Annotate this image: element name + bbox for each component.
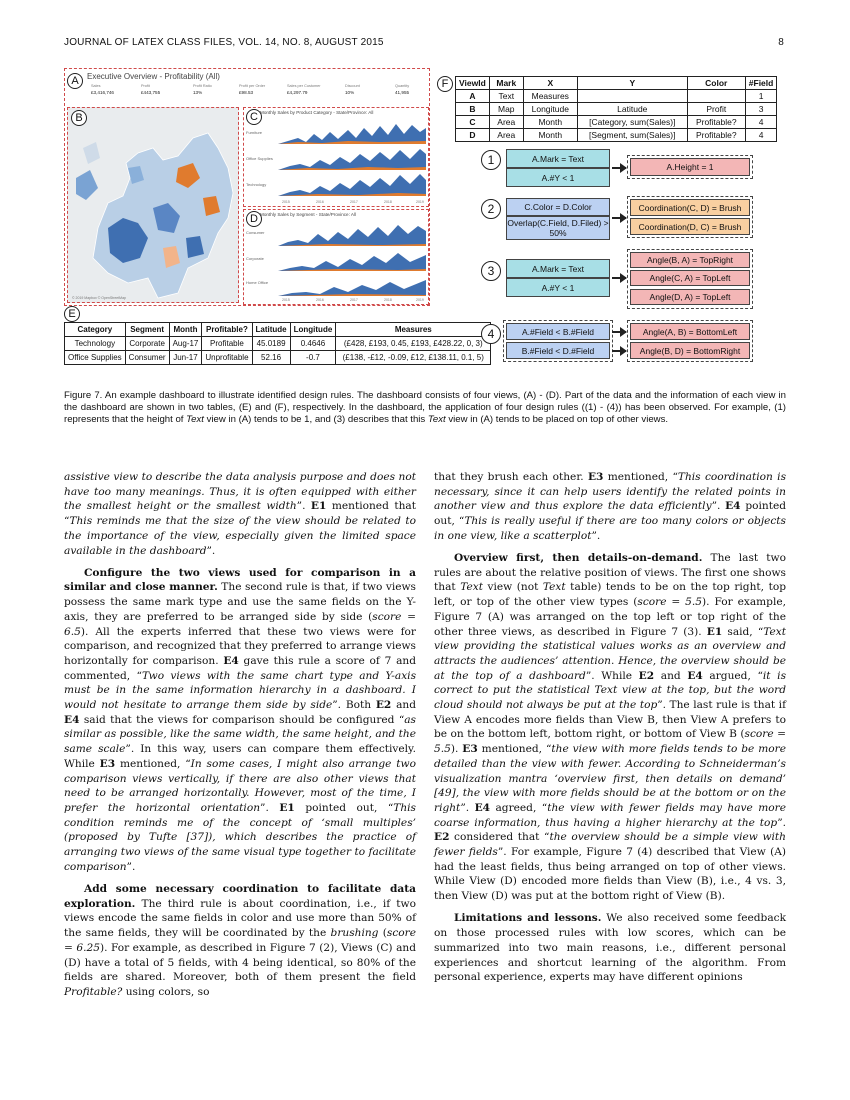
rule-arrow xyxy=(612,217,626,219)
paragraph: Limitations and lessons. We also received some feedback on those processed rules with low scores, which can be summarized into two main reasons, i.e., different personal experiences and shortcut learning of the algorithm. From personal experience, experts may have different opinions xyxy=(434,912,786,984)
table-cell: (£138, -£12, -0.09, £12, £138.11, 0.1, 5) xyxy=(336,351,491,365)
rule-condition: C.Color = D.Color xyxy=(506,198,610,216)
chart-d-row-label: Corporate xyxy=(246,256,264,261)
body-column-right xyxy=(434,470,786,992)
table-cell: Jun-17 xyxy=(169,351,202,365)
chart-c-axis-label: 2016 xyxy=(316,200,324,204)
kpi: Discount 10% xyxy=(345,84,360,95)
table-cell: Profitable? xyxy=(687,129,745,142)
panel-label-e: E xyxy=(64,306,80,322)
chart-d-axis-label: 2018 xyxy=(384,298,392,302)
table-row xyxy=(456,103,777,116)
rule-number: 2 xyxy=(481,199,501,219)
table-cell: 45.0189 xyxy=(252,337,290,351)
figure-caption xyxy=(64,390,786,427)
table-cell: Profitable? xyxy=(687,116,745,129)
rule-result: Coordination(D, C) = Brush xyxy=(630,218,750,235)
chart-c-row-label: Furniture xyxy=(246,130,263,135)
chart-d-axis-label: 2016 xyxy=(316,298,324,302)
panel-label-b: B xyxy=(71,110,87,126)
paragraph: that they brush each other. E3 mentioned, “This coordination is necessary, since it can help users identify the related points in another view and thus explore the data efficiently”. E4 pointed out, “This is really useful if there are too many colors or objects in one view, like a scatterplot”. xyxy=(434,471,787,542)
chart-c-axis-label: 2019 xyxy=(416,200,424,204)
journal-header: JOURNAL OF LATEX CLASS FILES, VOL. 14, NO. 8, AUGUST 2015 xyxy=(64,37,384,48)
table-cell: Area xyxy=(489,129,523,142)
table-cell: Consumer xyxy=(125,351,169,365)
table-cell: Profit xyxy=(687,103,745,116)
rule-result: Angle(B, A) = TopRight xyxy=(630,252,750,268)
rule-condition: A.Mark = Text xyxy=(506,149,610,168)
rule-number: 3 xyxy=(481,261,501,281)
table-cell: D xyxy=(456,129,490,142)
table-cell: Office Supplies xyxy=(65,351,126,365)
table-header-cell: Mark xyxy=(489,77,523,90)
table-header-cell: Segment xyxy=(125,323,169,337)
rule-condition: A.#Y < 1 xyxy=(506,168,610,187)
chart-c-row-label: Technology xyxy=(246,182,267,187)
chart-d-title: Monthly Sales by Segment - State/Province: All xyxy=(260,212,357,217)
rule-result: Angle(B, D) = BottomRight xyxy=(630,342,750,359)
kpi: Profit Ratio 13% xyxy=(193,84,212,95)
table-header-cell: Month xyxy=(169,323,202,337)
table-header-cell: ViewId xyxy=(456,77,490,90)
caption-text: An example dashboard to illustrate identified design rules. The dashboard consists of four views, (A) - (D). Part of the data and the information of each view in the dashboard are shown in two tables, (E) and (F), respectively. In the dashboard, the application of four design rules ((1) - (4)) has been observed. For example, (1) represents that the height of xyxy=(64,390,786,426)
table-row xyxy=(456,116,777,129)
segment-area-graphic xyxy=(278,222,426,298)
table-cell: 4 xyxy=(745,129,777,142)
rule-arrow xyxy=(612,167,626,169)
panel-label-f: F xyxy=(437,76,453,92)
rule-result: Coordination(C, D) = Brush xyxy=(630,199,750,216)
rule-result: Angle(A, B) = BottomLeft xyxy=(630,323,750,340)
table-cell: 3 xyxy=(745,103,777,116)
kpi: Sales £3,416,746 xyxy=(91,84,114,95)
rule-condition: A.#Field < B.#Field xyxy=(506,323,610,340)
dashboard-title: Executive Overview - Profitability (All) xyxy=(87,72,220,81)
table-row xyxy=(456,129,777,142)
table-cell: Map xyxy=(489,103,523,116)
rule-condition: B.#Field < D.#Field xyxy=(506,342,610,359)
area-chart-segment xyxy=(243,209,429,305)
rule-result: A.Height = 1 xyxy=(630,158,750,176)
rule-number: 4 xyxy=(481,324,501,344)
kpi: Profit per Order £98.53 xyxy=(239,84,266,95)
table-row xyxy=(65,337,491,351)
table-cell: Technology xyxy=(65,337,126,351)
table-cell: Measures xyxy=(523,90,577,103)
panel-label-d: D xyxy=(246,211,262,227)
category-area-graphic xyxy=(278,120,426,200)
table-cell: Area xyxy=(489,116,523,129)
rule-result: Angle(D, A) = TopLeft xyxy=(630,289,750,305)
paragraph: Configure the two views used for comparison in a similar and close manner. The second rule is that, if two views possess the same mark type and use the same fields on the Y-axis, they are preferred to be arranged side by side (score = 6.5). All the experts inferred that these two views were for comparison, and recognized that they preferred to arrange views horizontally for comparison. E4 gave this rule a score of 7 and commented, “Two views with the same chart type and Y-axis must be in the same information hierarchy in a dashboard. I would not hesitate to arrange them side by side”. Both E2 and E4 said that the views for comparison should be configured “as similar as possible, like the same width, the same height, and the same scale”. In this way, users can compare them effectively. While E3 mentioned, “In some cases, I might also arrange two comparison views vertically, if there are also other views that need to be arranged horizontally. However, most of the time, I prefer the horizontal orientation”. E1 pointed out, “This condition reminds me of the concept of ‘small multiples’ (proposed by Tufte [37]), which describes the practice of arranging two views of the same visual type together to facilitate comparison”. xyxy=(64,566,417,873)
rule-arrow xyxy=(612,350,626,352)
chart-c-row-label: Office Supplies xyxy=(246,156,273,161)
table-cell: Profitable xyxy=(202,337,252,351)
paragraph: Overview first, then details-on-demand. The last two rules are about the relative position of views. The first one shows that Text view (not Text table) tends to be on the top right, top left, or top of the other view types (score = 5.5). For example, Figure 7 (A) was arranged on the top left or top right of the other three views, as described in Figure 7 (3). E1 said, “Text view providing the statistical values works as an overview and attracts the audiences’ attention. Hence, the overview should be at the top of a dashboard”. While E2 and E4 argued, “it is correct to put the statistical Text view at the top, but the word cloud should not always be put at the top”. The last rule is that if View A encodes more fields than View B, then View A prefers to be on the bottom left, bottom right, or bottom of View B (score = 5.5). E3 mentioned, “the view with more fields tends to be more detailed than the view with fewer. According to Schneiderman’s visualization mantra ‘overview first, then details on demand’ [49], the view with more fields should be at the bottom or on the right”. E4 agreed, “the view with fewer fields may have more coarse information, thus having a higher hierarchy at the top”. E2 considered that “the overview should be a simple view with fewer fields”. For example, Figure 7 (4) described that View (A) had the least fields, thus being arranged on top of other views. While View (D) encoded more fields than View (B), i.e., 4 vs. 3, then View (D) was put at the bottom right of View (B). xyxy=(434,552,787,903)
caption-text: Text xyxy=(186,414,204,426)
table-cell: Text xyxy=(489,90,523,103)
caption-text: view in (A) tends to be placed on top of other views. xyxy=(445,414,669,426)
table-header-cell: #Field xyxy=(745,77,777,90)
europe-map-graphic xyxy=(68,108,239,303)
data-table-e xyxy=(64,322,491,365)
kpi: Profit £443,755 xyxy=(141,84,161,95)
table-header-cell: Color xyxy=(687,77,745,90)
rule-condition: Overlap(C.Field, D.Filed) > 50% xyxy=(507,218,609,238)
chart-d-axis-label: 2015 xyxy=(282,298,290,302)
table-cell: Month xyxy=(523,129,577,142)
table-header-row xyxy=(456,77,777,90)
table-row xyxy=(65,351,491,365)
table-cell: -0.7 xyxy=(290,351,336,365)
table-cell xyxy=(577,90,687,103)
table-cell: A xyxy=(456,90,490,103)
chart-c-title: Monthly Sales by Product Category - State/Province: All xyxy=(260,110,374,115)
rule-number: 1 xyxy=(481,150,501,170)
table-header-cell: Category xyxy=(65,323,126,337)
table-cell: 0.4646 xyxy=(290,337,336,351)
table-cell: B xyxy=(456,103,490,116)
table-cell: (£428, £193, 0.45, £193, £428.22, 0, 3) xyxy=(336,337,491,351)
panel-label-c: C xyxy=(246,109,262,125)
paragraph: Add some necessary coordination to facilitate data exploration. The third rule is about coordination, i.e., if two views encode the same fields in color and use more than 50% of the same fields, they will be coordinated by the brushing (score = 6.25). For example, as described in Figure 7 (2), Views (C) and (D) have a total of 5 fields, with 4 being identical, so 80% of the fields are shared. Moreover, both of them present the field Profitable? using colors, so xyxy=(64,882,416,998)
paragraph: assistive view to describe the data analysis purpose and does not have too many meanings. Thus, it is often equipped with either the smallest height or the smallest width”. E1 mentioned that “This reminds me that the size of the view should be related to the importance of the view, especially given the limited space available in the dashboard”. xyxy=(64,471,416,557)
kpi-row xyxy=(73,84,423,106)
rule-condition: A.#Y < 1 xyxy=(506,278,610,297)
table-header-cell: Y xyxy=(577,77,687,90)
table-cell: Corporate xyxy=(125,337,169,351)
table-row xyxy=(456,90,777,103)
table-header-cell: Latitude xyxy=(252,323,290,337)
chart-c-axis-label: 2018 xyxy=(384,200,392,204)
rule-arrow xyxy=(612,277,626,279)
table-cell: [Category, sum(Sales)] xyxy=(577,116,687,129)
area-chart-category xyxy=(243,107,429,207)
view-table-f xyxy=(455,76,777,142)
chart-d-row-label: Consumer xyxy=(246,230,265,235)
table-header-cell: Measures xyxy=(336,323,491,337)
kpi: Sales per Customer £4,297.79 xyxy=(287,84,321,95)
table-cell: Latitude xyxy=(577,103,687,116)
table-header-row xyxy=(65,323,491,337)
table-cell: 4 xyxy=(745,116,777,129)
rule-arrow xyxy=(612,331,626,333)
caption-text: view in (A) tends to be 1, and (3) describes that this xyxy=(203,414,428,426)
map-credit: © 2019 Mapbox © OpenStreetMap xyxy=(72,296,126,300)
table-header-cell: X xyxy=(523,77,577,90)
table-cell xyxy=(687,90,745,103)
chart-d-row-label: Home Office xyxy=(246,280,269,285)
table-cell: Unprofitable xyxy=(202,351,252,365)
table-cell: 1 xyxy=(745,90,777,103)
chart-d-axis-label: 2017 xyxy=(350,298,358,302)
rule-condition: A.Mark = Text xyxy=(506,259,610,278)
table-cell: Aug-17 xyxy=(169,337,202,351)
table-cell: [Segment, sum(Sales)] xyxy=(577,129,687,142)
caption-label: Figure 7. xyxy=(64,390,103,401)
table-header-cell: Profitable? xyxy=(202,323,252,337)
kpi: Quantity 41,955 xyxy=(395,84,410,95)
table-cell: Month xyxy=(523,116,577,129)
page-number: 8 xyxy=(778,37,784,48)
chart-c-axis-label: 2017 xyxy=(350,200,358,204)
chart-d-axis-label: 2019 xyxy=(416,298,424,302)
chart-c-axis-label: 2015 xyxy=(282,200,290,204)
panel-label-a: A xyxy=(67,73,83,89)
dashboard-figure xyxy=(64,68,430,306)
table-cell: 52.16 xyxy=(252,351,290,365)
table-header-cell: Longitude xyxy=(290,323,336,337)
map-view xyxy=(67,107,239,303)
table-cell: Longitude xyxy=(523,103,577,116)
rule-result: Angle(C, A) = TopLeft xyxy=(630,270,750,286)
caption-text: Text xyxy=(427,414,446,426)
table-cell: C xyxy=(456,116,490,129)
body-column-left xyxy=(64,470,416,1007)
